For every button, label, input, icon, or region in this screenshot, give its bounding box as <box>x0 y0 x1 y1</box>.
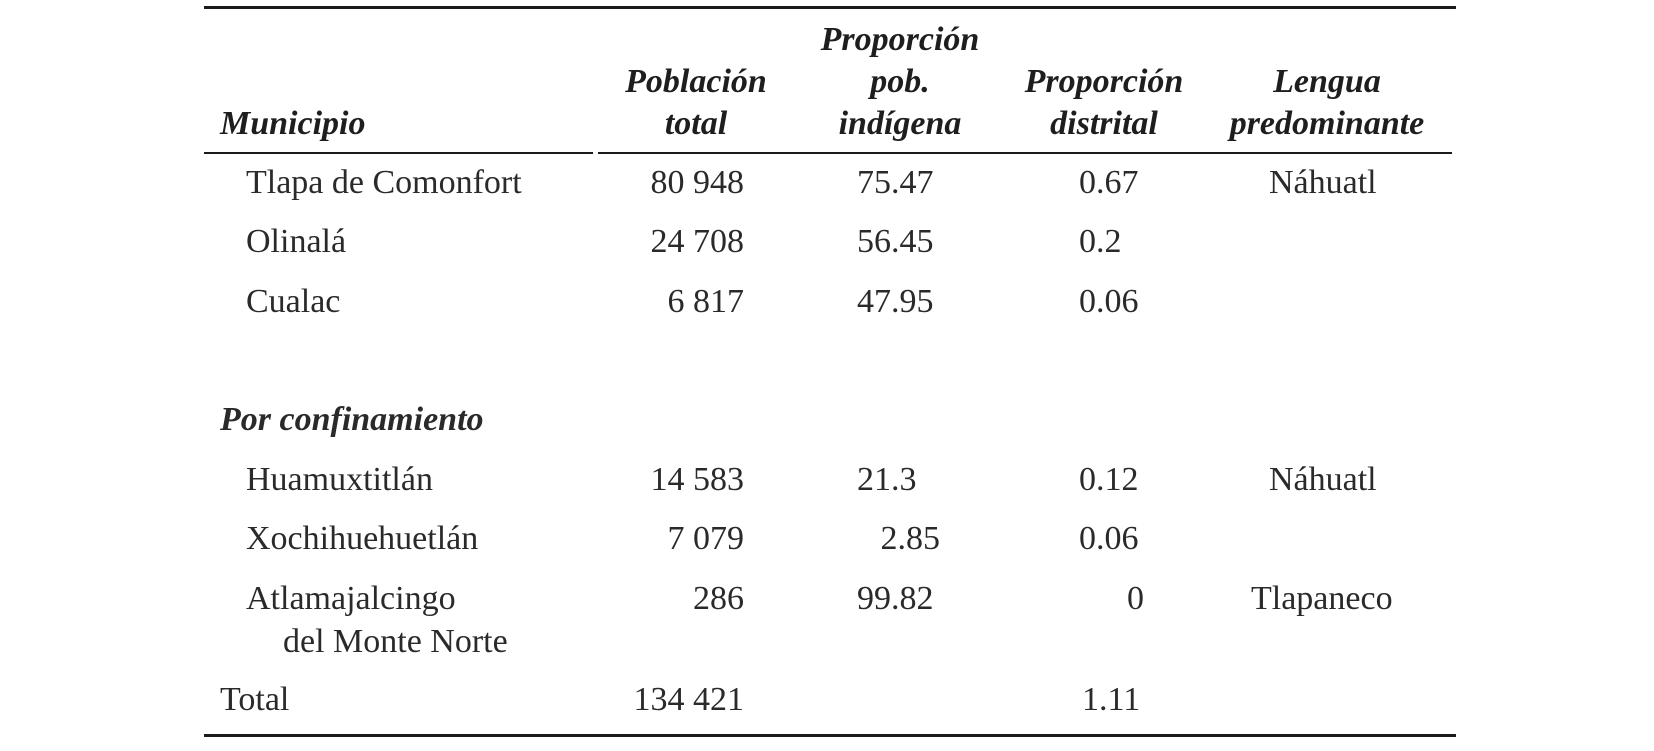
row-poblacion: 24 708 <box>650 223 744 260</box>
row-municipio: Cualac <box>246 283 341 320</box>
row-indigena: 75.47 <box>857 164 934 201</box>
table-bottom-rule <box>204 734 1456 737</box>
header-lengua-line1: Lengua <box>1273 63 1381 100</box>
total-distrital: 1.11 <box>1082 681 1141 718</box>
row-poblacion: 7 079 <box>667 520 744 557</box>
row-indigena: 56.45 <box>857 223 934 260</box>
row-poblacion: 14 583 <box>650 461 744 498</box>
header-poblacion-line1: Población <box>625 63 767 100</box>
row-distrital: 0.06 <box>1079 283 1139 320</box>
row-distrital: 0 <box>1127 580 1144 617</box>
header-indigena-line3: indígena <box>838 105 962 142</box>
header-distrital-line1: Proporción <box>1024 63 1184 100</box>
row-distrital: 0.06 <box>1079 520 1139 557</box>
row-municipio-line1: Atlamajalcingo <box>246 580 456 617</box>
header-rule-right <box>598 152 1452 154</box>
row-indigena: 21.3 <box>857 461 917 498</box>
header-municipio: Municipio <box>220 105 366 142</box>
header-indigena-line2: pob. <box>870 63 930 100</box>
row-municipio-line2: del Monte Norte <box>283 623 508 660</box>
total-label: Total <box>220 681 290 718</box>
table-top-rule <box>204 6 1456 9</box>
row-distrital: 0.2 <box>1079 223 1122 260</box>
row-indigena: 47.95 <box>857 283 934 320</box>
row-municipio: Xochihuehuetlán <box>246 520 479 557</box>
row-indigena: 99.82 <box>857 580 934 617</box>
row-poblacion: 80 948 <box>650 164 744 201</box>
row-poblacion: 286 <box>693 580 744 617</box>
row-municipio: Huamuxtitlán <box>246 461 433 498</box>
total-poblacion: 134 421 <box>633 681 744 718</box>
header-poblacion-line2: total <box>664 105 728 142</box>
row-lengua: Náhuatl <box>1269 164 1377 201</box>
row-distrital: 0.12 <box>1079 461 1139 498</box>
row-indigena: 2.85 <box>880 520 940 557</box>
row-poblacion: 6 817 <box>667 283 744 320</box>
row-municipio: Tlapa de Comonfort <box>246 164 522 201</box>
row-lengua: Tlapaneco <box>1251 580 1393 617</box>
header-rule-left <box>204 152 593 154</box>
header-lengua-line2: predominante <box>1229 105 1425 142</box>
row-distrital: 0.67 <box>1079 164 1139 201</box>
section-label: Por confinamiento <box>220 401 484 438</box>
header-indigena-line1: Proporción <box>820 21 980 58</box>
header-distrital-line2: distrital <box>1050 105 1158 142</box>
row-municipio: Olinalá <box>246 223 347 260</box>
row-lengua: Náhuatl <box>1269 461 1377 498</box>
